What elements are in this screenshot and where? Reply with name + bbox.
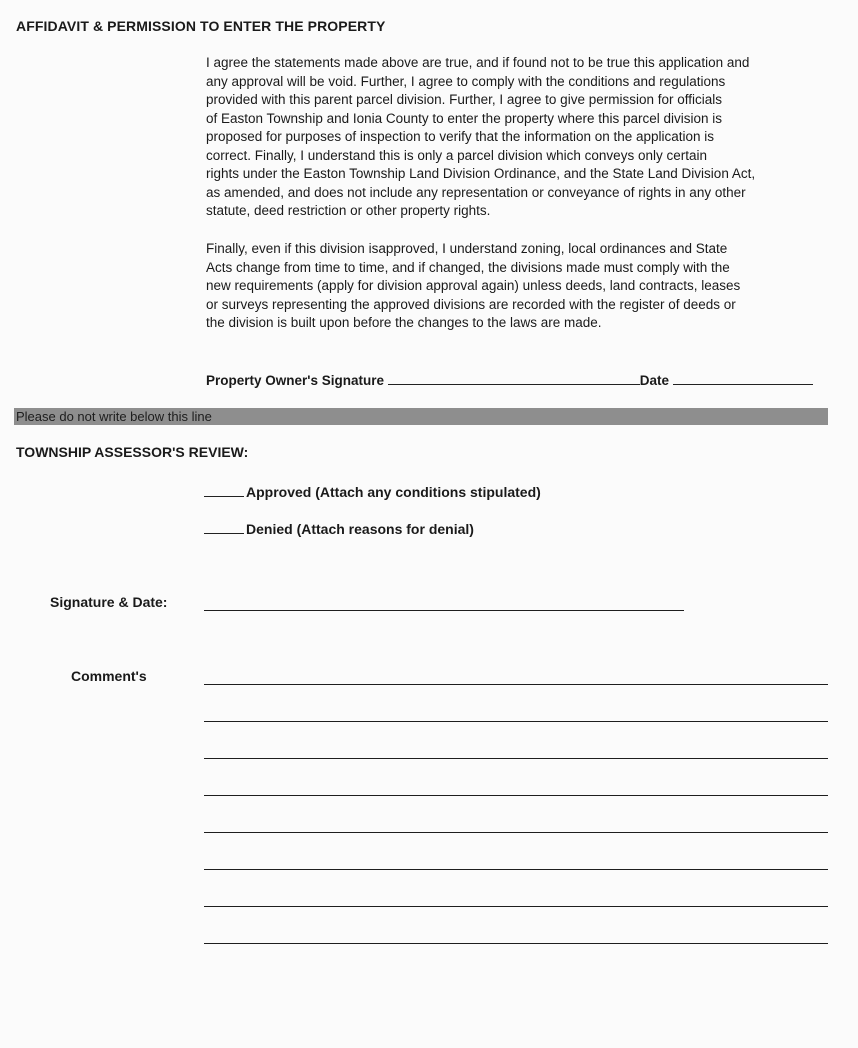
paragraph-line: as amended, and does not include any representation or conveyance of rights in any other xyxy=(206,184,746,200)
signature-date-field[interactable] xyxy=(204,610,684,611)
paragraph-line: new requirements (apply for division approval again) unless deeds, land contracts, leases xyxy=(206,278,741,293)
comment-line[interactable] xyxy=(204,758,828,759)
paragraph-line: statute, deed restriction or other property rights. xyxy=(206,203,491,218)
paragraph-line: Acts change from time to time, and if changed, the divisions made must comply with the xyxy=(206,259,730,275)
page-title: AFFIDAVIT & PERMISSION TO ENTER THE PROPERTY xyxy=(16,18,386,34)
denied-option xyxy=(204,519,474,537)
owner-signature-label: Property Owner's Signature xyxy=(206,373,385,388)
comment-line[interactable] xyxy=(204,906,828,907)
comment-line[interactable] xyxy=(204,869,828,870)
comments-label: Comment's xyxy=(71,668,147,684)
paragraph-line: or surveys representing the approved divisions are recorded with the register of deeds or xyxy=(206,296,736,312)
date-label: Date xyxy=(639,373,670,388)
affidavit-paragraph-2 xyxy=(206,240,796,333)
paragraph-line: Finally, even if this division isapproved, I understand zoning, local ordinances and State xyxy=(206,241,728,256)
do-not-write-banner: Please do not write below this line xyxy=(14,408,828,425)
denied-checkbox-blank[interactable] xyxy=(204,519,244,534)
review-heading: TOWNSHIP ASSESSOR'S REVIEW: xyxy=(16,444,249,460)
paragraph-line: of Easton Township and Ionia County to enter the property where this parcel division is xyxy=(206,110,723,126)
comment-line[interactable] xyxy=(204,832,828,833)
paragraph-line: provided with this parent parcel division. Further, I agree to give permission for officials xyxy=(206,92,722,107)
signature-date-label: Signature & Date: xyxy=(50,594,168,610)
affidavit-paragraph-1 xyxy=(206,54,796,221)
comment-line[interactable] xyxy=(204,795,828,796)
paragraph-line: any approval will be void. Further, I agree to comply with the conditions and regulations xyxy=(206,73,726,89)
comment-line[interactable] xyxy=(204,684,828,685)
approved-option xyxy=(204,482,541,500)
denied-label: Denied (Attach reasons for denial) xyxy=(246,521,474,537)
comment-line[interactable] xyxy=(204,943,828,944)
owner-signature-field[interactable] xyxy=(388,370,640,385)
paragraph-line: the division is built upon before the changes to the laws are made. xyxy=(206,315,602,330)
owner-signature-row xyxy=(206,370,813,388)
comment-line[interactable] xyxy=(204,721,828,722)
paragraph-line: proposed for purposes of inspection to verify that the information on the application is xyxy=(206,129,715,144)
paragraph-line: correct. Finally, I understand this is only a parcel division which conveys only certain xyxy=(206,147,707,163)
approved-label: Approved (Attach any conditions stipulated) xyxy=(246,484,541,500)
paragraph-line: rights under the Easton Township Land Division Ordinance, and the State Land Division Act, xyxy=(206,166,756,181)
paragraph-line: I agree the statements made above are true, and if found not to be true this application and xyxy=(206,55,750,70)
approved-checkbox-blank[interactable] xyxy=(204,482,244,497)
owner-date-field[interactable] xyxy=(673,370,813,385)
